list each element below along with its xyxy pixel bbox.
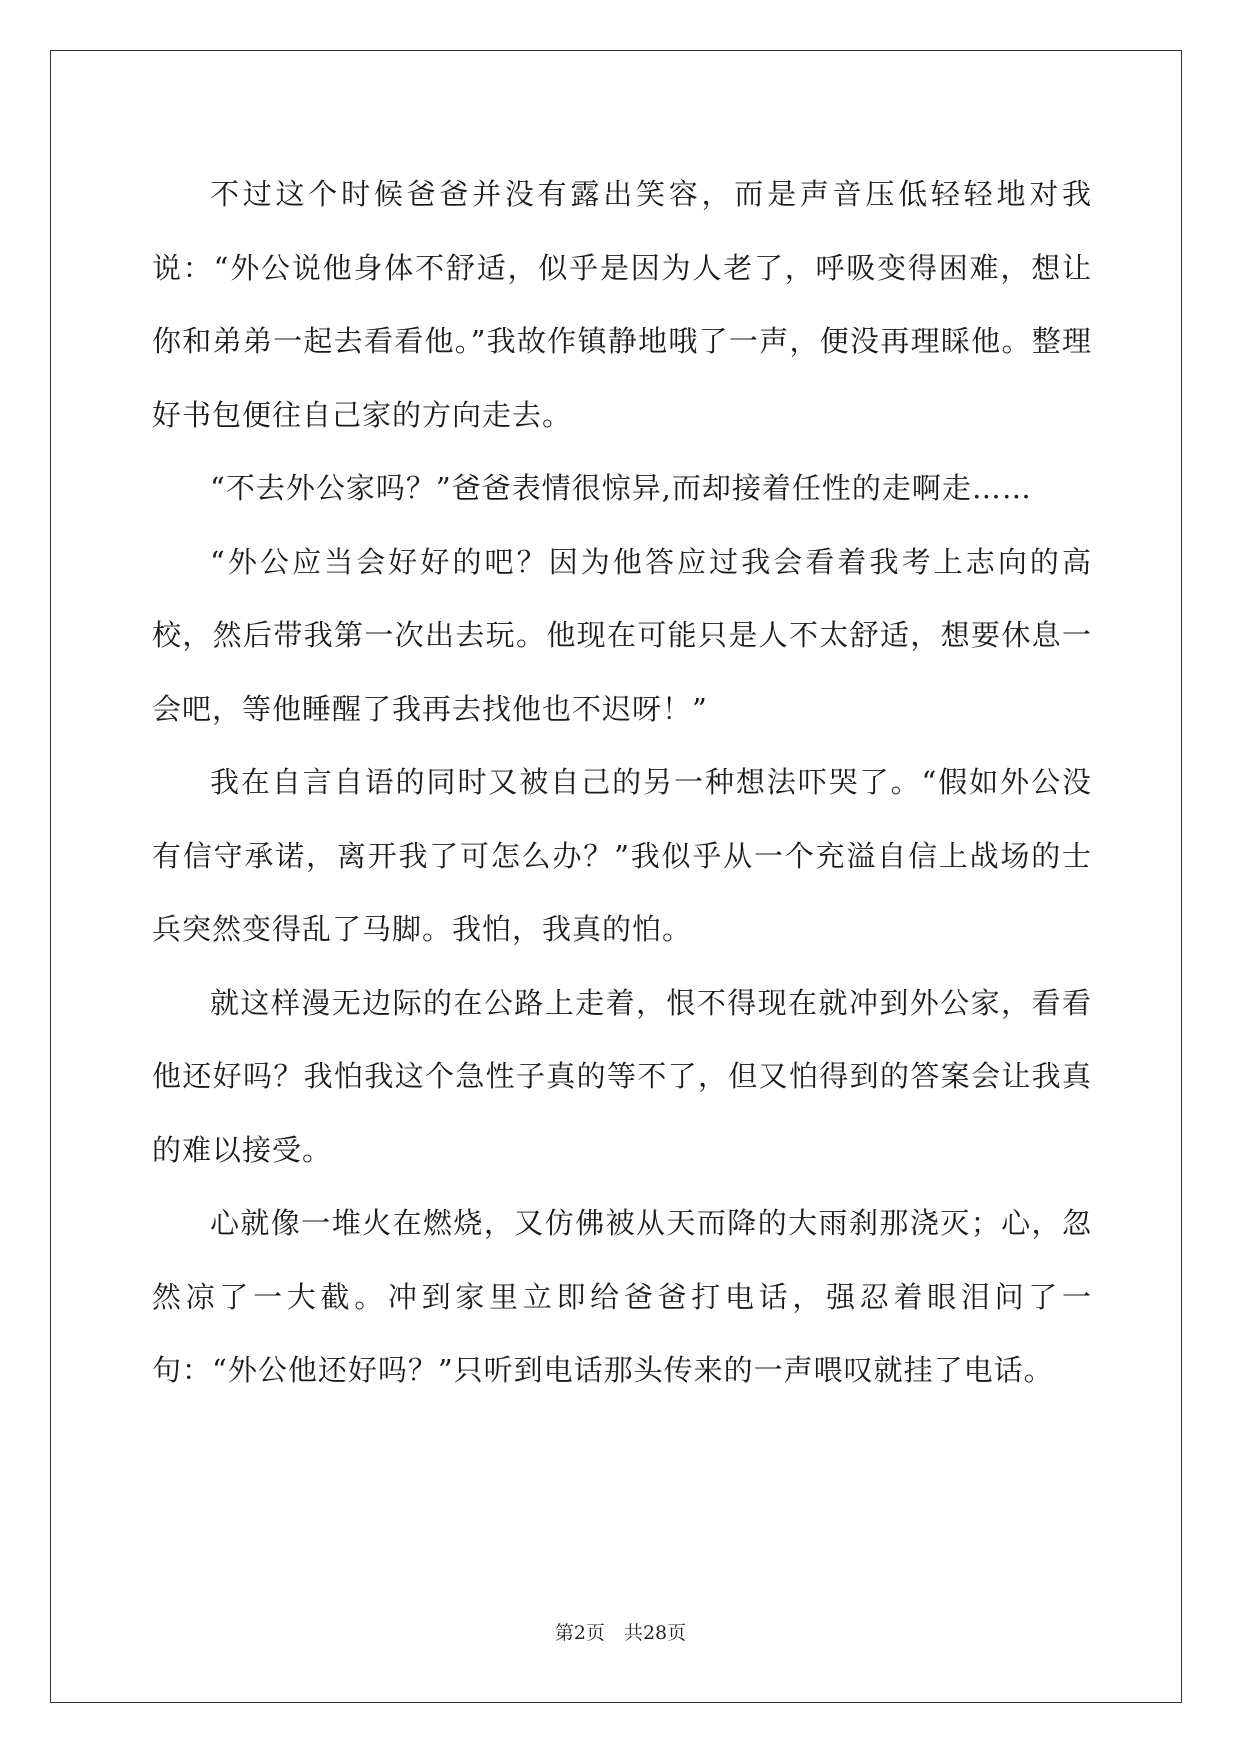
- paragraph-1: 不过这个时候爸爸并没有露出笑容，而是声音压低轻轻地对我说：“外公说他身体不舒适，似乎是因为人老了，呼吸变得困难，想让你和弟弟一起去看看他。”我故作镇静地哦了一声，便没再理睬他。整理好书包便往自己家的方向走去。: [152, 177, 1092, 432]
- paragraph-5: 就这样漫无边际的在公路上走着，恨不得现在就冲到外公家，看看他还好吗？我怕我这个急性子真的等不了，但又怕得到的答案会让我真的难以接受。: [152, 985, 1092, 1167]
- document-body: [152, 158, 1092, 1408]
- paragraph-3: “外公应当会好好的吧？因为他答应过我会看着我考上志向的高校，然后带我第一次出去玩。他现在可能只是人不太舒适，想要休息一会吧，等他睡醒了我再去找他也不迟呀！”: [152, 544, 1092, 726]
- page-number-label: 第2页 共28页: [554, 1622, 687, 1644]
- page-number-footer: [0, 1618, 1241, 1645]
- paragraph-2: “不去外公家吗？”爸爸表情很惊异,而却接着任性的走啊走……: [210, 471, 1032, 505]
- paragraph-6: 心就像一堆火在燃烧，又仿佛被从天而降的大雨刹那浇灭；心，忽然凉了一大截。冲到家里立即给爸爸打电话，强忍着眼泪问了一句：“外公他还好吗？”只听到电话那头传来的一声喂叹就挂了电话。: [152, 1206, 1092, 1387]
- paragraph-4: 我在自言自语的同时又被自己的另一种想法吓哭了。“假如外公没有信守承诺，离开我了可怎么办？”我似乎从一个充溢自信上战场的士兵突然变得乱了马脚。我怕，我真的怕。: [152, 765, 1092, 946]
